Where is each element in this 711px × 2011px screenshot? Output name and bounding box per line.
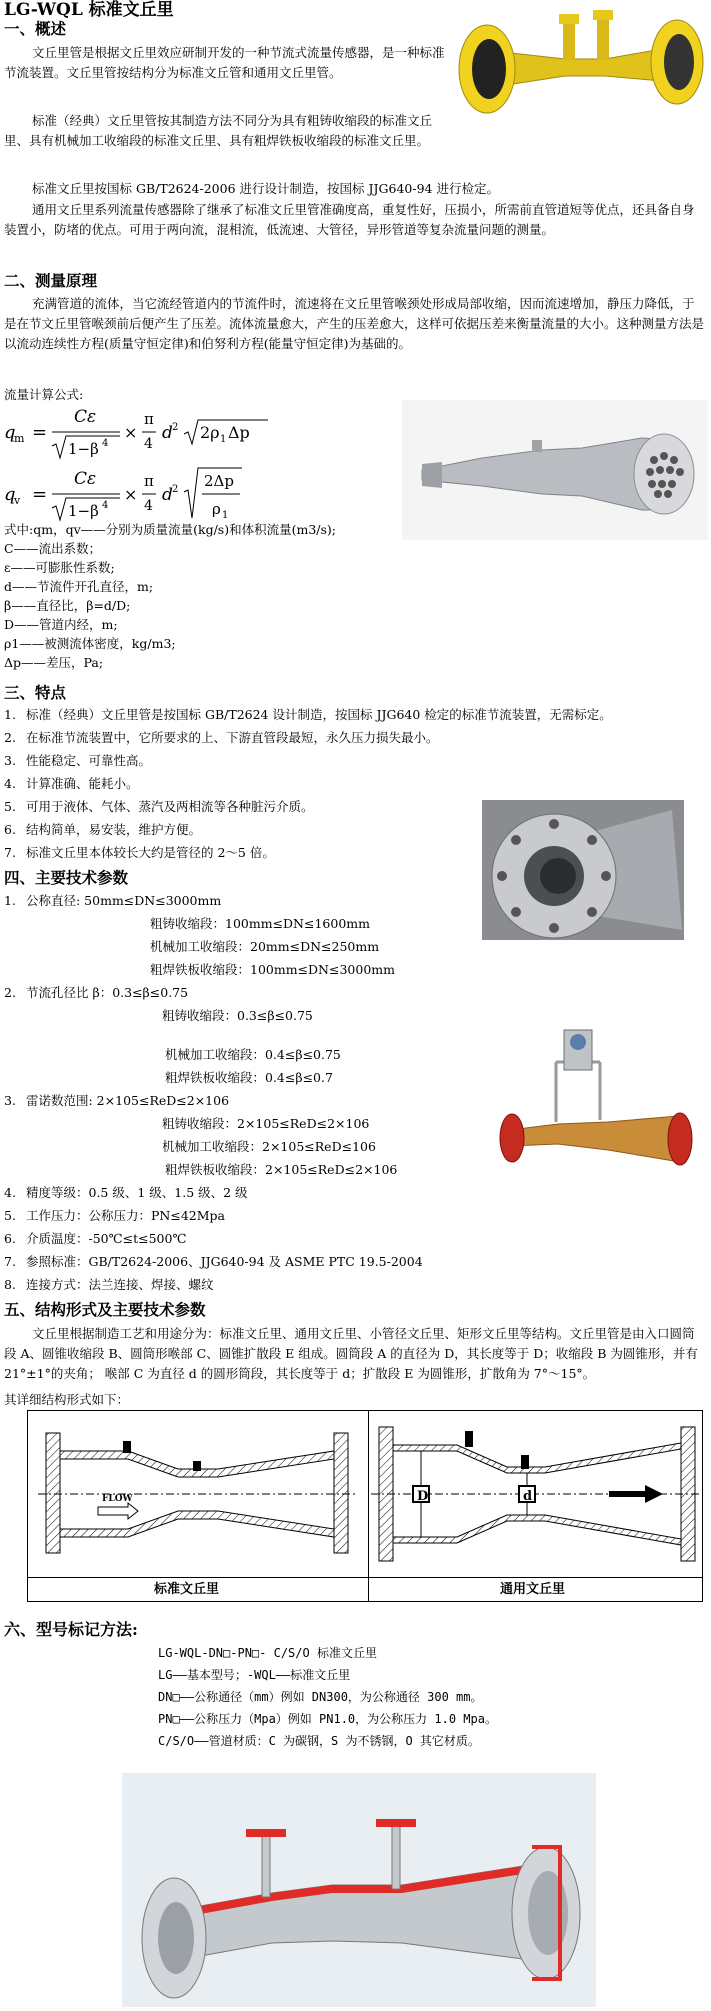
svg-text:m: m — [14, 432, 25, 445]
variable-line: ε——可膨胀性系数; — [4, 560, 115, 575]
formula-label: 流量计算公式: — [4, 387, 84, 402]
variable-line: ρ1——被测流体密度，kg/m3; — [4, 636, 176, 651]
overview-paragraph-4: 通用文丘里系列流量传感器除了继承了标准文丘里管准确度高，重复性好，压损小，所需前直管道短等优点，还具备自身装置小，防堵的优点。可用于两向流，混相流，低流速、大管径，异形管道等复杂流量问题的测量。 — [4, 202, 695, 237]
list-item: 6. 结构简单，易安装，维护方便。 — [4, 822, 202, 837]
param-nominal-diameter: 1. 公称直径: 50mm≤DN≤3000mm — [4, 893, 222, 908]
variable-line: d——节流件开孔直径，m; — [4, 579, 154, 594]
param-sub-line: 粗铸收缩段：0.3≤β≤0.75 — [162, 1008, 313, 1023]
svg-text:2: 2 — [172, 484, 179, 495]
list-item: 3. 性能稳定、可靠性高。 — [4, 753, 152, 768]
variable-line: C——流出系数； — [4, 541, 102, 556]
svg-text:×: × — [124, 485, 138, 504]
param-temperature: 6. 介质温度：-50℃≤t≤500℃ — [4, 1231, 187, 1246]
param-sub-line: 粗铸收缩段：100mm≤DN≤1600mm — [150, 916, 370, 931]
section-heading-overview: 一、概述 — [4, 19, 67, 38]
flanged-venturi-photo — [482, 800, 684, 940]
param-connection: 8. 连接方式：法兰连接、焊接、螺纹 — [4, 1277, 214, 1292]
model-line: DN□——公称通径（mm）例如 DN300，为公称通径 300 mm。 — [158, 1690, 483, 1704]
caption-standard-venturi: 标准文丘里 — [154, 1582, 220, 1597]
param-sub-line: 粗铸收缩段：2×105≤ReD≤2×106 — [162, 1116, 370, 1131]
svg-text:4: 4 — [102, 438, 109, 449]
svg-text:q: q — [4, 484, 16, 505]
yellow-venturi-photo — [455, 4, 710, 116]
variable-line: D——管道内经，m; — [4, 617, 118, 632]
model-line: LG——基本型号；-WQL——标准文丘里 — [158, 1668, 351, 1682]
svg-text:v: v — [14, 494, 21, 507]
svg-text:1: 1 — [222, 510, 229, 521]
structure-intro: 其详细结构形式如下： — [4, 1392, 130, 1407]
list-item: 1. 标准（经典）文丘里管是按国标 GB/T2624 设计制造，按国标 JJG640 检定的标准节流装置，无需标定。 — [4, 707, 612, 722]
list-item: 2. 在标准节流装置中，它所要求的上、下游直管段最短，永久压力损失最小。 — [4, 730, 439, 745]
svg-text:2: 2 — [172, 422, 179, 433]
list-item: 7. 标准文丘里本体较长大约是管径的 2～5 倍。 — [4, 845, 275, 860]
svg-text:×: × — [124, 423, 138, 442]
svg-text:q: q — [4, 422, 16, 443]
param-reynolds: 3. 雷诺数范围: 2×105≤ReD≤2×106 — [4, 1093, 230, 1108]
param-beta-ratio: 2. 节流孔径比 β：0.3≤β≤0.75 — [4, 985, 189, 1000]
overview-paragraph-1: 文丘里管是根据文丘里效应研制开发的一种节流式流量传感器，是一种标准节流装置。文丘里管按结构分为标准文丘管和通用文丘里管。 — [4, 45, 445, 80]
param-sub-line: 粗焊铁板收缩段：0.4≤β≤0.7 — [165, 1070, 333, 1085]
overview-paragraph-2: 标准（经典）文丘里管按其制造方法不同分为具有粗铸收缩段的标准文丘里、具有机械加工收缩段的标准文丘里、具有粗焊铁板收缩段的标准文丘里。 — [4, 113, 433, 148]
param-sub-line: 机械加工收缩段：2×105≤ReD≤106 — [162, 1139, 376, 1154]
svg-text:1−β: 1−β — [68, 502, 99, 520]
principle-paragraph: 充满管道的流体，当它流经管道内的节流件时，流速将在文丘里管喉颈处形成局部收缩，因而流速增加，静压力降低，于是在节文丘里管喉颈前后便产生了压差。流体流量愈大，产生的压差愈大，这样可依据压差来衡量流量的大小。这种测量方法是以流动连续性方程(质量守恒定律)和伯努利方程(能量守恒定律)为基础的。 — [4, 296, 705, 351]
variable-line: β——直径比，β=d/D; — [4, 598, 131, 613]
param-accuracy: 4. 精度等级：0.5 级、1 级、1.5 级、2 级 — [4, 1185, 248, 1200]
svg-text:π: π — [144, 472, 154, 490]
svg-text:Cε: Cε — [74, 469, 97, 489]
stainless-venturi-photo — [402, 400, 708, 540]
param-standards: 7. 参照标准：GB/T2624-2006、JJG640-94 及 ASME PTC 19.5-2004 — [4, 1254, 423, 1269]
diameter-D-label: D — [417, 1489, 429, 1504]
param-sub-line: 机械加工收缩段：20mm≤DN≤250mm — [150, 939, 380, 954]
svg-text:4: 4 — [144, 436, 153, 452]
svg-text:d: d — [162, 423, 173, 443]
page-title: LG-WQL 标准文丘里 — [4, 0, 174, 20]
list-item: 4. 计算准确、能耗小。 — [4, 776, 139, 791]
general-venturi-diagram — [369, 1411, 702, 1577]
svg-text:Cε: Cε — [74, 407, 97, 427]
variable-line: Δp——差压，Pa; — [4, 655, 104, 670]
structure-diagram-table — [27, 1410, 703, 1602]
svg-text:1: 1 — [220, 434, 227, 445]
svg-text:2Δp: 2Δp — [204, 472, 234, 490]
overview-paragraph-3: 标准文丘里按国标 GB/T2624-2006 进行设计制造，按国标 JJG640-94 进行检定。 — [32, 181, 499, 196]
param-sub-line: 粗焊铁板收缩段：100mm≤DN≤3000mm — [150, 962, 395, 977]
svg-text:π: π — [144, 410, 154, 428]
list-item: 5. 可用于液体、气体、蒸汽及两相流等各种脏污介质。 — [4, 799, 314, 814]
param-pressure: 5. 工作压力：公称压力：PN≤42Mpa — [4, 1208, 225, 1223]
model-line: LG-WQL-DN□-PN□- C/S/O 标准文丘里 — [158, 1646, 377, 1660]
svg-text:=: = — [32, 484, 48, 505]
svg-text:4: 4 — [144, 498, 153, 514]
flow-label: FLOW — [102, 1494, 133, 1504]
svg-text:ρ: ρ — [212, 500, 221, 518]
standard-venturi-diagram — [28, 1411, 368, 1577]
svg-text:Δp: Δp — [228, 423, 250, 442]
section-heading-structure: 五、结构形式及主要技术参数 — [4, 1300, 206, 1319]
section-heading-principle: 二、测量原理 — [4, 271, 98, 290]
venturi-cutaway-render — [122, 1773, 596, 2007]
svg-text:2ρ: 2ρ — [200, 423, 220, 442]
section-heading-model: 六、型号标记方法: — [4, 1620, 138, 1639]
mass-flow-formula — [2, 400, 332, 466]
variable-line: 式中:qm，qv——分别为质量流量(kg/s)和体积流量(m3/s); — [4, 522, 336, 537]
structure-paragraph: 文丘里根据制造工艺和用途分为：标准文丘里、通用文丘里、小管径文丘里、矩形文丘里等结构。文丘里管是由入口圆筒段 A、圆锥收缩段 B、圆筒形喉部 C、圆锥扩散段 E 组成。圆筒段 A 的直径为 D，其长度等于 D；收缩段 B 为圆锥形，并有 21°±1°的夹角； 喉部 C 为直径 d 的圆形筒段，其长度等于 d；扩散段 E 为圆锥形，扩散角为 7°～15°。 — [4, 1326, 698, 1381]
gold-venturi-photo — [488, 1022, 700, 1182]
caption-general-venturi: 通用文丘里 — [500, 1582, 566, 1597]
svg-text:4: 4 — [102, 500, 109, 511]
svg-text:=: = — [32, 422, 48, 443]
param-sub-line: 机械加工收缩段：0.4≤β≤0.75 — [165, 1047, 341, 1062]
svg-text:1−β: 1−β — [68, 440, 99, 458]
param-sub-line: 粗焊铁板收缩段：2×105≤ReD≤2×106 — [165, 1162, 398, 1177]
section-heading-parameters: 四、主要技术参数 — [4, 868, 129, 887]
diameter-d-label: d — [523, 1489, 533, 1504]
model-line: PN□——公称压力（Mpa）例如 PN1.0，为公称压力 1.0 Mpa。 — [158, 1712, 497, 1726]
model-line: C/S/O——管道材质：C 为碳钢，S 为不锈钢，O 其它材质。 — [158, 1734, 480, 1748]
section-heading-features: 三、特点 — [4, 683, 67, 702]
svg-text:d: d — [162, 485, 173, 505]
